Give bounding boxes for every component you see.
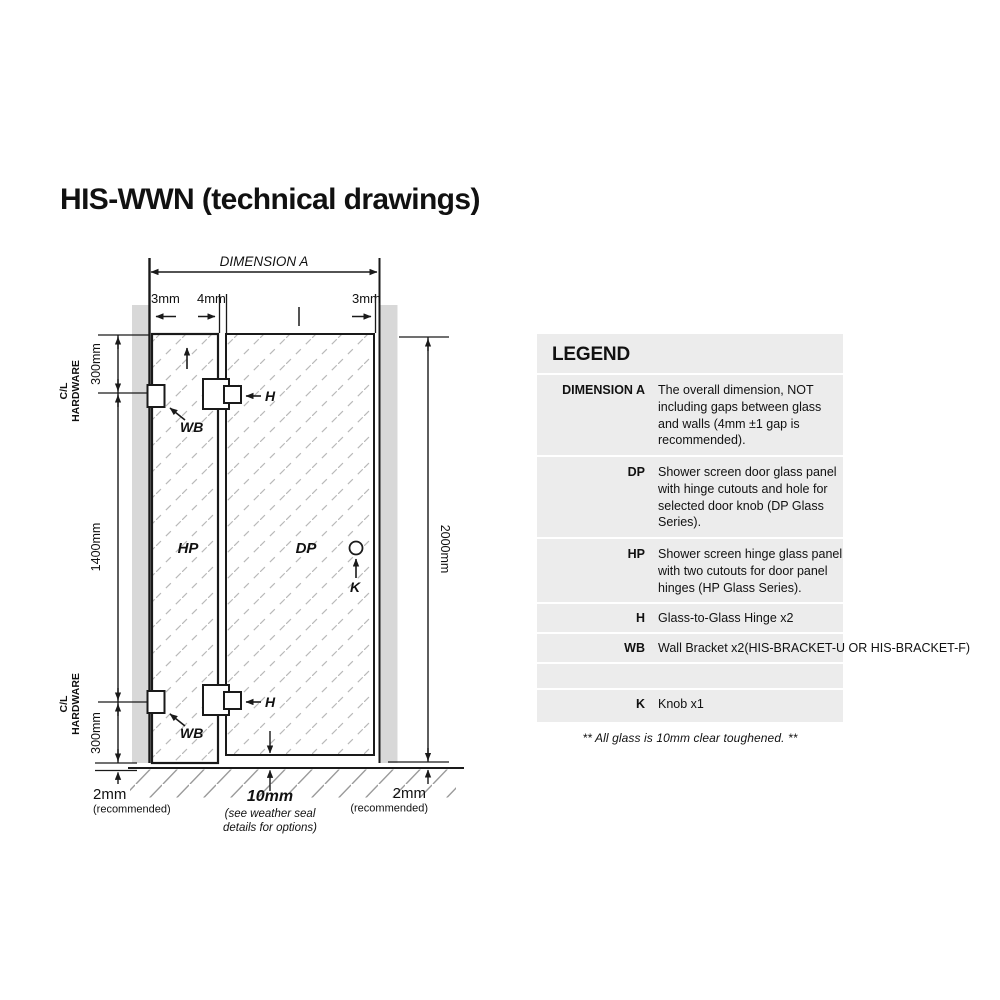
floor-gap-right-label: 2mm bbox=[392, 785, 426, 802]
legend-desc: The overall dimension, NOT including gaps between glass and walls (4mm ±1 gap is recommended). bbox=[658, 383, 822, 448]
glass-footnote: ** All glass is 10mm clear toughened. ** bbox=[582, 730, 798, 745]
knob-circle bbox=[350, 542, 363, 555]
left-wall bbox=[132, 305, 149, 763]
door-gap-label: 10mm bbox=[246, 788, 294, 805]
legend-row-dp bbox=[537, 457, 843, 537]
legend-desc: Glass-to-Glass Hinge x2 bbox=[658, 611, 794, 626]
technical-drawing bbox=[50, 230, 480, 850]
cl-label-top-2: HARDWARE bbox=[70, 360, 82, 422]
legend-desc: Shower screen hinge glass panel with two cutouts for door panel hinges (HP Glass Series). bbox=[658, 547, 843, 595]
h-label-bottom: H bbox=[265, 694, 276, 710]
dim-a-label: DIMENSION A bbox=[219, 254, 309, 269]
legend-row-k bbox=[537, 690, 843, 718]
gap-right-label: 3mm bbox=[352, 291, 381, 306]
legend-panel bbox=[537, 334, 971, 722]
h-label-top: H bbox=[265, 388, 276, 404]
legend-desc: Shower screen door glass panel with hinge cutouts and hole for selected door knob (DP Glass Series). bbox=[658, 465, 837, 530]
legend-key: K bbox=[635, 696, 645, 711]
wall-bracket-top bbox=[148, 385, 165, 407]
legend-desc: Knob x1 bbox=[658, 696, 704, 711]
legend-key bbox=[537, 664, 645, 688]
wall-bracket-bottom bbox=[148, 691, 165, 713]
span-middle-label: 1400mm bbox=[89, 522, 103, 572]
floor-gap-left-label: 2mm bbox=[93, 786, 127, 803]
gap-left-label: 3mm bbox=[151, 291, 180, 306]
page-title: HIS-WWN (technical drawings) bbox=[60, 183, 480, 216]
overall-height-label: 2000mm bbox=[438, 524, 452, 574]
gap-middle-label: 4mm bbox=[197, 291, 226, 306]
cl-label-bottom-1: C/L bbox=[58, 695, 70, 713]
cl-label-bottom-2: HARDWARE bbox=[70, 673, 82, 735]
wb-label-top: WB bbox=[180, 419, 204, 435]
knob-label: K bbox=[349, 579, 361, 595]
hp-panel-label: HP bbox=[177, 540, 199, 557]
legend-heading: LEGEND bbox=[552, 344, 630, 365]
legend-key: DP bbox=[627, 465, 645, 479]
offset-bottom-label: 300mm bbox=[89, 712, 103, 754]
legend-row-empty bbox=[537, 664, 843, 688]
offset-top-label: 300mm bbox=[89, 343, 103, 385]
legend-row-dimension-a bbox=[537, 375, 843, 455]
legend-column bbox=[537, 334, 971, 745]
cl-label-top-1: C/L bbox=[58, 382, 70, 400]
legend-desc: Wall Bracket x2(HIS-BRACKET-U OR HIS-BRACKET-F) bbox=[658, 641, 971, 655]
right-wall bbox=[381, 305, 398, 763]
legend-key: H bbox=[635, 611, 645, 626]
legend-desc bbox=[658, 664, 843, 688]
legend-key: HP bbox=[627, 547, 645, 561]
legend-key: WB bbox=[624, 641, 645, 655]
floor-gap-left-note: (recommended) bbox=[93, 803, 171, 816]
wb-label-bottom: WB bbox=[180, 725, 204, 741]
legend-row-h bbox=[537, 604, 843, 632]
legend-row-wb bbox=[537, 634, 971, 662]
floor-gap-right-note: (recommended) bbox=[350, 802, 428, 815]
door-gap-note-2: details for options) bbox=[223, 822, 317, 834]
legend-row-hp bbox=[537, 539, 843, 602]
legend-key: DIMENSION A bbox=[562, 383, 645, 397]
door-gap-note-1: (see weather seal bbox=[224, 808, 316, 820]
dp-panel-label: DP bbox=[295, 540, 317, 557]
